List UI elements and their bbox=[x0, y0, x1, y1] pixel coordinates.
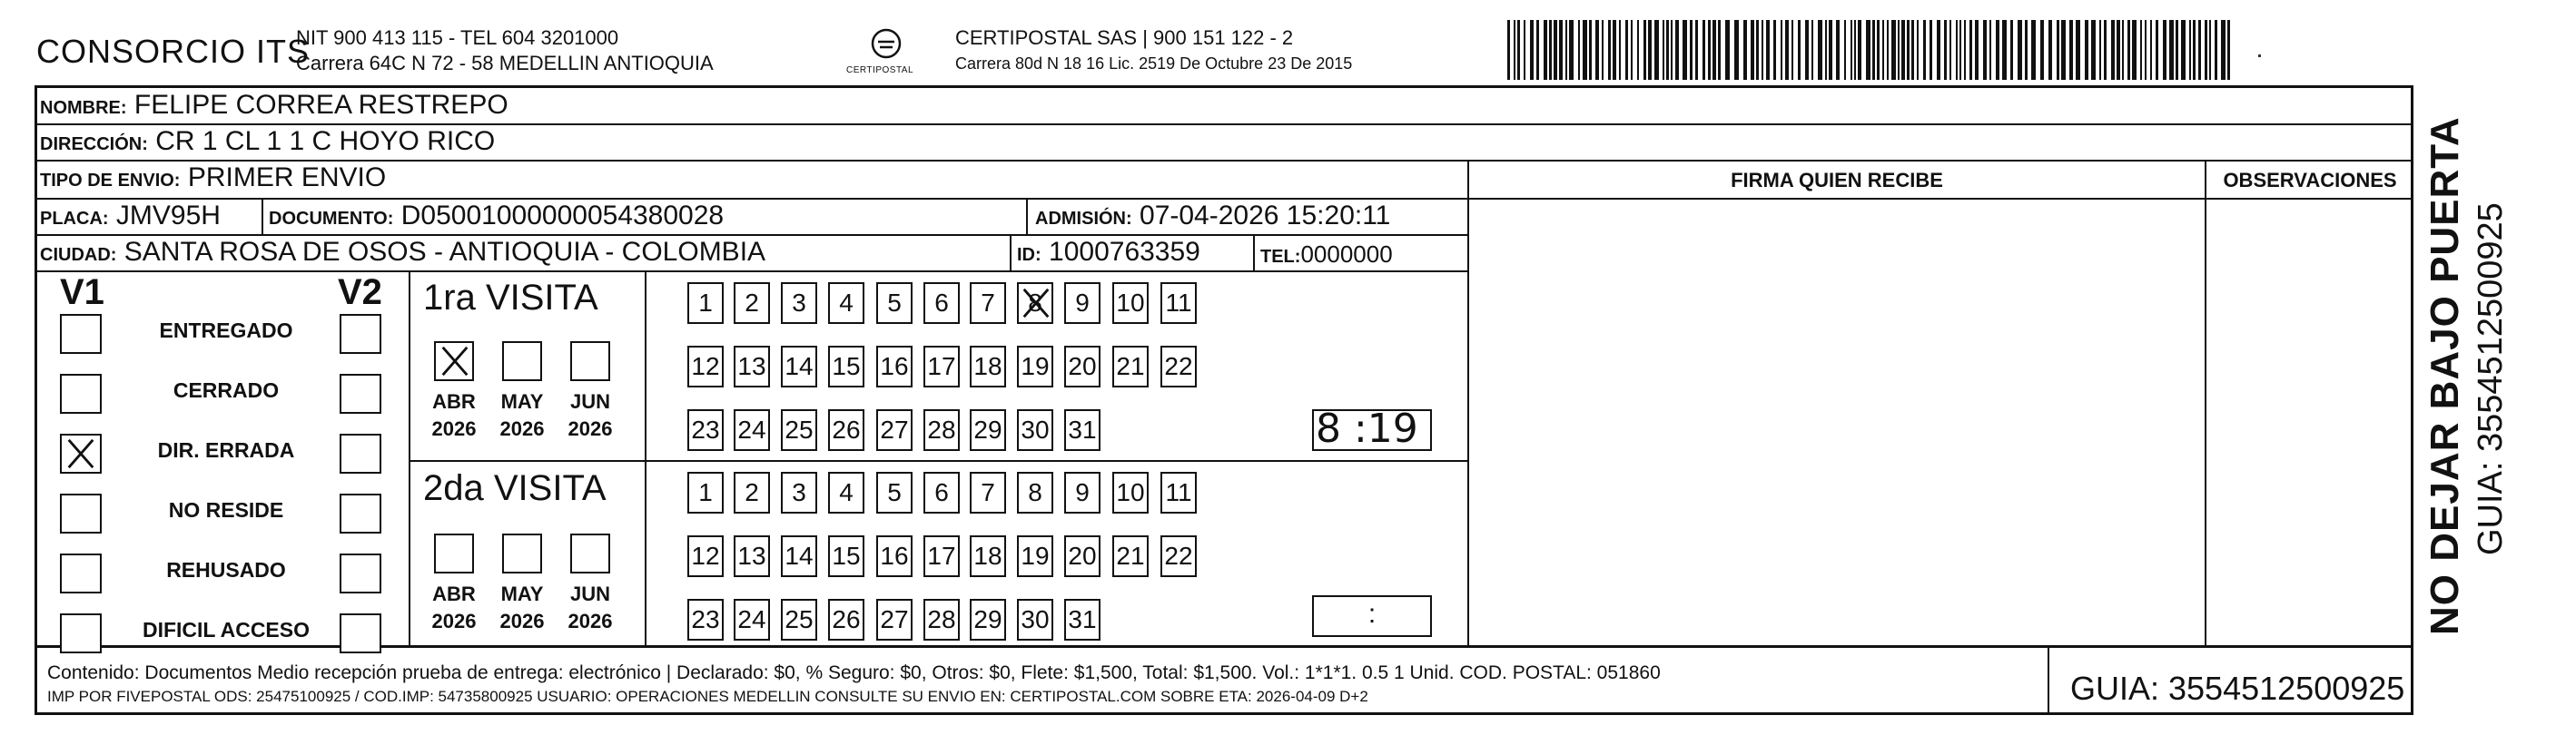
month-year: 2026 bbox=[568, 417, 613, 440]
second-visit-day-box[interactable]: 26 bbox=[828, 599, 864, 641]
second-visit-day-box[interactable]: 4 bbox=[828, 472, 864, 514]
second-visit-day-box[interactable]: 23 bbox=[687, 599, 724, 641]
second-visit-day-box[interactable]: 6 bbox=[923, 472, 960, 514]
direccion-row bbox=[40, 127, 495, 159]
v1-checkbox[interactable] bbox=[60, 613, 102, 653]
divider bbox=[1467, 198, 2413, 200]
first-visit-day-box[interactable]: 27 bbox=[876, 409, 913, 451]
first-visit-day-box[interactable]: 22 bbox=[1160, 346, 1197, 387]
month-year: 2026 bbox=[431, 610, 477, 632]
day-number: 8 bbox=[1028, 289, 1042, 317]
second-visit-day-box[interactable]: 2 bbox=[734, 472, 770, 514]
nit-line: NIT 900 413 115 - TEL 604 3201000 bbox=[296, 26, 619, 49]
second-visit-day-box[interactable]: 5 bbox=[876, 472, 913, 514]
divider bbox=[1026, 198, 1028, 234]
second-visit-time: : bbox=[1367, 599, 1377, 629]
status-option-label: NO RESIDE bbox=[168, 498, 284, 522]
logo-caption: CERTIPOSTAL bbox=[846, 65, 914, 75]
first-visit-day-box[interactable]: 10 bbox=[1112, 282, 1149, 324]
firma-header: FIRMA QUIEN RECIBE bbox=[1731, 169, 1943, 191]
second-visit-day-box[interactable]: 1 bbox=[687, 472, 724, 514]
signature-area[interactable] bbox=[1471, 201, 2203, 646]
divider bbox=[409, 460, 1467, 462]
second-visit-day-box[interactable]: 15 bbox=[828, 535, 864, 577]
nombre-value: FELIPE CORREA RESTREPO bbox=[133, 90, 508, 120]
second-visit-time-box[interactable] bbox=[1312, 595, 1432, 637]
second-visit-day-box[interactable]: 13 bbox=[734, 535, 770, 577]
first-visit-day-box[interactable]: 4 bbox=[828, 282, 864, 324]
footer-guia: GUIA: 3554512500925 bbox=[2070, 670, 2405, 707]
second-visit-day-box[interactable]: 12 bbox=[687, 535, 724, 577]
first-visit-title bbox=[423, 278, 598, 318]
second-visit-title bbox=[423, 468, 607, 509]
first-visit-day-box[interactable]: 19 bbox=[1017, 346, 1053, 387]
divider bbox=[35, 160, 2413, 162]
v2-checkbox[interactable] bbox=[340, 434, 381, 474]
first-visit-day-box[interactable]: 28 bbox=[923, 409, 960, 451]
second-visit-day-box[interactable]: 25 bbox=[781, 599, 817, 641]
company-info bbox=[296, 25, 714, 76]
first-visit-day-box[interactable]: 1 bbox=[687, 282, 724, 324]
second-visit-day-box[interactable]: 7 bbox=[970, 472, 1006, 514]
barcode bbox=[1507, 20, 2234, 80]
first-visit-month-checkbox[interactable] bbox=[570, 341, 610, 381]
second-visit-day-box[interactable]: 30 bbox=[1017, 599, 1053, 641]
month-name: JUN bbox=[569, 583, 610, 605]
check-x-icon bbox=[438, 344, 472, 383]
month-year: 2026 bbox=[568, 610, 613, 632]
status-option-label: CERRADO bbox=[173, 378, 280, 402]
second-visit-day-box[interactable]: 21 bbox=[1112, 535, 1149, 577]
month-label bbox=[427, 581, 481, 635]
divider bbox=[1467, 160, 1469, 648]
v1-checkbox[interactable] bbox=[60, 434, 102, 474]
nombre-row bbox=[40, 91, 508, 122]
first-visit-day-box[interactable]: 23 bbox=[687, 409, 724, 451]
second-visit-day-box[interactable]: 16 bbox=[876, 535, 913, 577]
admision-label: ADMISIÓN: bbox=[1035, 209, 1132, 229]
first-visit-day-box[interactable]: 7 bbox=[970, 282, 1006, 324]
month-name: JUN bbox=[569, 390, 610, 413]
admision-field bbox=[1035, 201, 1390, 233]
second-visit-day-box[interactable]: 31 bbox=[1064, 599, 1100, 641]
placa-label: PLACA: bbox=[40, 209, 109, 229]
footer-print-info: IMP POR FIVEPOSTAL ODS: 25475100925 / COD.IMP: 54735800925 USUARIO: OPERACIONES MEDELLIN CONSULTE SU ENVIO EN: CERTIPOSTAL.COM SOBRE ETA: 2026-04-09 D+2 bbox=[47, 688, 1368, 705]
tel-value: 0000000 bbox=[1300, 240, 1393, 268]
first-visit-day-box[interactable]: 2 bbox=[734, 282, 770, 324]
first-visit-day-box[interactable]: 5 bbox=[876, 282, 913, 324]
second-visit-month-checkbox[interactable] bbox=[570, 534, 610, 573]
second-visit-month-checkbox[interactable] bbox=[434, 534, 474, 573]
v1-checkbox[interactable] bbox=[60, 374, 102, 414]
v1-checkbox[interactable] bbox=[60, 314, 102, 354]
id-label: ID: bbox=[1017, 245, 1041, 265]
v1-checkbox[interactable] bbox=[60, 494, 102, 534]
id-value: 1000763359 bbox=[1049, 237, 1200, 267]
divider bbox=[409, 270, 410, 648]
observaciones-header: OBSERVACIONES bbox=[2223, 169, 2397, 191]
v1-header: V1 bbox=[60, 272, 104, 312]
warning-text: NO DEJAR BAJO PUERTA bbox=[2423, 116, 2467, 635]
ciudad-label: CIUDAD: bbox=[40, 245, 117, 265]
v2-checkbox[interactable] bbox=[340, 613, 381, 653]
second-visit-word: VISITA bbox=[493, 468, 607, 508]
first-visit-month-checkbox[interactable] bbox=[434, 341, 474, 381]
second-visit-day-box[interactable]: 29 bbox=[970, 599, 1006, 641]
month-year: 2026 bbox=[499, 610, 545, 632]
footer-contents: Contenido: Documentos Medio recepción prueba de entrega: electrónico | Declarado: $0, % Seguro: $0, Otros: $0, Flete: $1,500, Total: $1,500. Vol.: 1*1*1. 0.5 1 Unid. COD. POSTAL: 051860 bbox=[47, 662, 1661, 683]
divider bbox=[1253, 234, 1255, 270]
second-visit-month-checkbox[interactable] bbox=[502, 534, 542, 573]
side-guia: GUIA: 3554512500925 bbox=[2472, 202, 2510, 555]
second-visit-day-box[interactable]: 14 bbox=[781, 535, 817, 577]
company-address: Carrera 64C N 72 - 58 MEDELLIN ANTIOQUIA bbox=[296, 52, 714, 74]
first-visit-day-box[interactable] bbox=[1017, 282, 1053, 324]
placa-value: JMV95H bbox=[115, 201, 221, 230]
second-visit-day-box[interactable]: 27 bbox=[876, 599, 913, 641]
first-visit-day-box[interactable]: 16 bbox=[876, 346, 913, 387]
first-visit-num: 1ra bbox=[423, 278, 476, 318]
documento-value: D05001000000054380028 bbox=[400, 201, 725, 230]
second-visit-day-box[interactable]: 18 bbox=[970, 535, 1006, 577]
first-visit-day-box[interactable]: 12 bbox=[687, 346, 724, 387]
status-option-label: DIFICIL ACCESO bbox=[142, 618, 310, 642]
check-x-icon bbox=[1019, 286, 1053, 331]
tipo-envio-value: PRIMER ENVIO bbox=[187, 162, 387, 192]
divider bbox=[645, 270, 646, 648]
tel-field bbox=[1260, 240, 1393, 271]
month-label bbox=[495, 581, 549, 635]
month-name: MAY bbox=[500, 390, 544, 413]
first-visit-time-box[interactable] bbox=[1312, 406, 1432, 452]
certipostal-line: CERTIPOSTAL SAS | 900 151 122 - 2 bbox=[955, 26, 1294, 49]
second-visit-day-box[interactable]: 17 bbox=[923, 535, 960, 577]
month-label bbox=[563, 388, 617, 443]
month-name: ABR bbox=[432, 583, 476, 605]
second-visit-day-box[interactable]: 20 bbox=[1064, 535, 1100, 577]
v1-checkbox[interactable] bbox=[60, 554, 102, 593]
second-visit-day-box[interactable]: 28 bbox=[923, 599, 960, 641]
first-visit-day-box[interactable]: 26 bbox=[828, 409, 864, 451]
direccion-value: CR 1 CL 1 1 C HOYO RICO bbox=[155, 126, 496, 156]
divider bbox=[2205, 160, 2206, 648]
first-visit-day-box[interactable]: 14 bbox=[781, 346, 817, 387]
first-visit-day-box[interactable]: 30 bbox=[1017, 409, 1053, 451]
tipo-envio-row bbox=[40, 163, 386, 195]
first-visit-day-box[interactable]: 31 bbox=[1064, 409, 1100, 451]
check-x-icon bbox=[64, 436, 98, 475]
first-visit-day-box[interactable]: 13 bbox=[734, 346, 770, 387]
second-visit-num: 2da bbox=[423, 468, 484, 508]
v2-checkbox[interactable] bbox=[340, 494, 381, 534]
ciudad-field bbox=[40, 238, 765, 270]
month-label bbox=[495, 388, 549, 443]
first-visit-day-box[interactable]: 29 bbox=[970, 409, 1006, 451]
first-visit-day-box[interactable]: 3 bbox=[781, 282, 817, 324]
second-visit-day-box[interactable]: 11 bbox=[1160, 472, 1197, 514]
certipostal-info bbox=[955, 25, 1352, 76]
first-visit-day-box[interactable]: 11 bbox=[1160, 282, 1197, 324]
first-visit-day-box[interactable]: 15 bbox=[828, 346, 864, 387]
month-year: 2026 bbox=[499, 417, 545, 440]
status-option-label: ENTREGADO bbox=[159, 318, 293, 342]
first-visit-day-box[interactable]: 25 bbox=[781, 409, 817, 451]
tel-label: TEL: bbox=[1260, 247, 1301, 267]
first-visit-word: VISITA bbox=[485, 278, 598, 318]
status-option-label: DIR. ERRADA bbox=[157, 438, 295, 462]
observations-area[interactable] bbox=[2208, 201, 2412, 646]
divider bbox=[262, 198, 263, 234]
nombre-label: NOMBRE: bbox=[40, 98, 127, 118]
v2-checkbox[interactable] bbox=[340, 554, 381, 593]
first-visit-day-box[interactable]: 20 bbox=[1064, 346, 1100, 387]
second-visit-day-box[interactable]: 19 bbox=[1017, 535, 1053, 577]
v2-checkbox[interactable] bbox=[340, 374, 381, 414]
status-option-label: REHUSADO bbox=[166, 558, 286, 582]
direccion-label: DIRECCIÓN: bbox=[40, 134, 148, 154]
admision-value: 07-04-2026 15:20:11 bbox=[1140, 201, 1391, 230]
second-visit-day-box[interactable]: 22 bbox=[1160, 535, 1197, 577]
first-visit-day-box[interactable]: 9 bbox=[1064, 282, 1100, 324]
placa-field bbox=[40, 201, 221, 233]
first-visit-day-box[interactable]: 24 bbox=[734, 409, 770, 451]
month-label bbox=[563, 581, 617, 635]
id-field bbox=[1017, 238, 1200, 270]
documento-field bbox=[269, 201, 724, 233]
month-name: ABR bbox=[432, 390, 476, 413]
documento-label: DOCUMENTO: bbox=[269, 209, 394, 229]
second-visit-day-box[interactable]: 10 bbox=[1112, 472, 1149, 514]
tipo-envio-label: TIPO DE ENVIO: bbox=[40, 171, 181, 191]
divider bbox=[2048, 648, 2049, 715]
divider bbox=[35, 123, 2413, 125]
first-visit-time: 8 :19 bbox=[1316, 406, 1418, 452]
mark-dot bbox=[2258, 54, 2261, 57]
first-visit-day-box[interactable]: 17 bbox=[923, 346, 960, 387]
certipostal-address: Carrera 80d N 18 16 Lic. 2519 De Octubre 23 De 2015 bbox=[955, 54, 1353, 73]
month-year: 2026 bbox=[431, 417, 477, 440]
month-label bbox=[427, 388, 481, 443]
first-visit-day-box[interactable]: 18 bbox=[970, 346, 1006, 387]
v2-header: V2 bbox=[338, 272, 382, 312]
v2-checkbox[interactable] bbox=[340, 314, 381, 354]
first-visit-month-checkbox[interactable] bbox=[502, 341, 542, 381]
first-visit-day-box[interactable]: 6 bbox=[923, 282, 960, 324]
first-visit-day-box[interactable]: 21 bbox=[1112, 346, 1149, 387]
month-name: MAY bbox=[500, 583, 544, 605]
divider bbox=[35, 198, 1467, 200]
company-name: CONSORCIO ITS bbox=[36, 33, 311, 70]
ciudad-value: SANTA ROSA DE OSOS - ANTIOQUIA - COLOMBIA bbox=[123, 237, 766, 267]
divider bbox=[35, 270, 1467, 272]
second-visit-day-box[interactable]: 9 bbox=[1064, 472, 1100, 514]
divider bbox=[1010, 234, 1012, 270]
second-visit-day-box[interactable]: 3 bbox=[781, 472, 817, 514]
second-visit-day-box[interactable]: 24 bbox=[734, 599, 770, 641]
second-visit-day-box[interactable]: 8 bbox=[1017, 472, 1053, 514]
